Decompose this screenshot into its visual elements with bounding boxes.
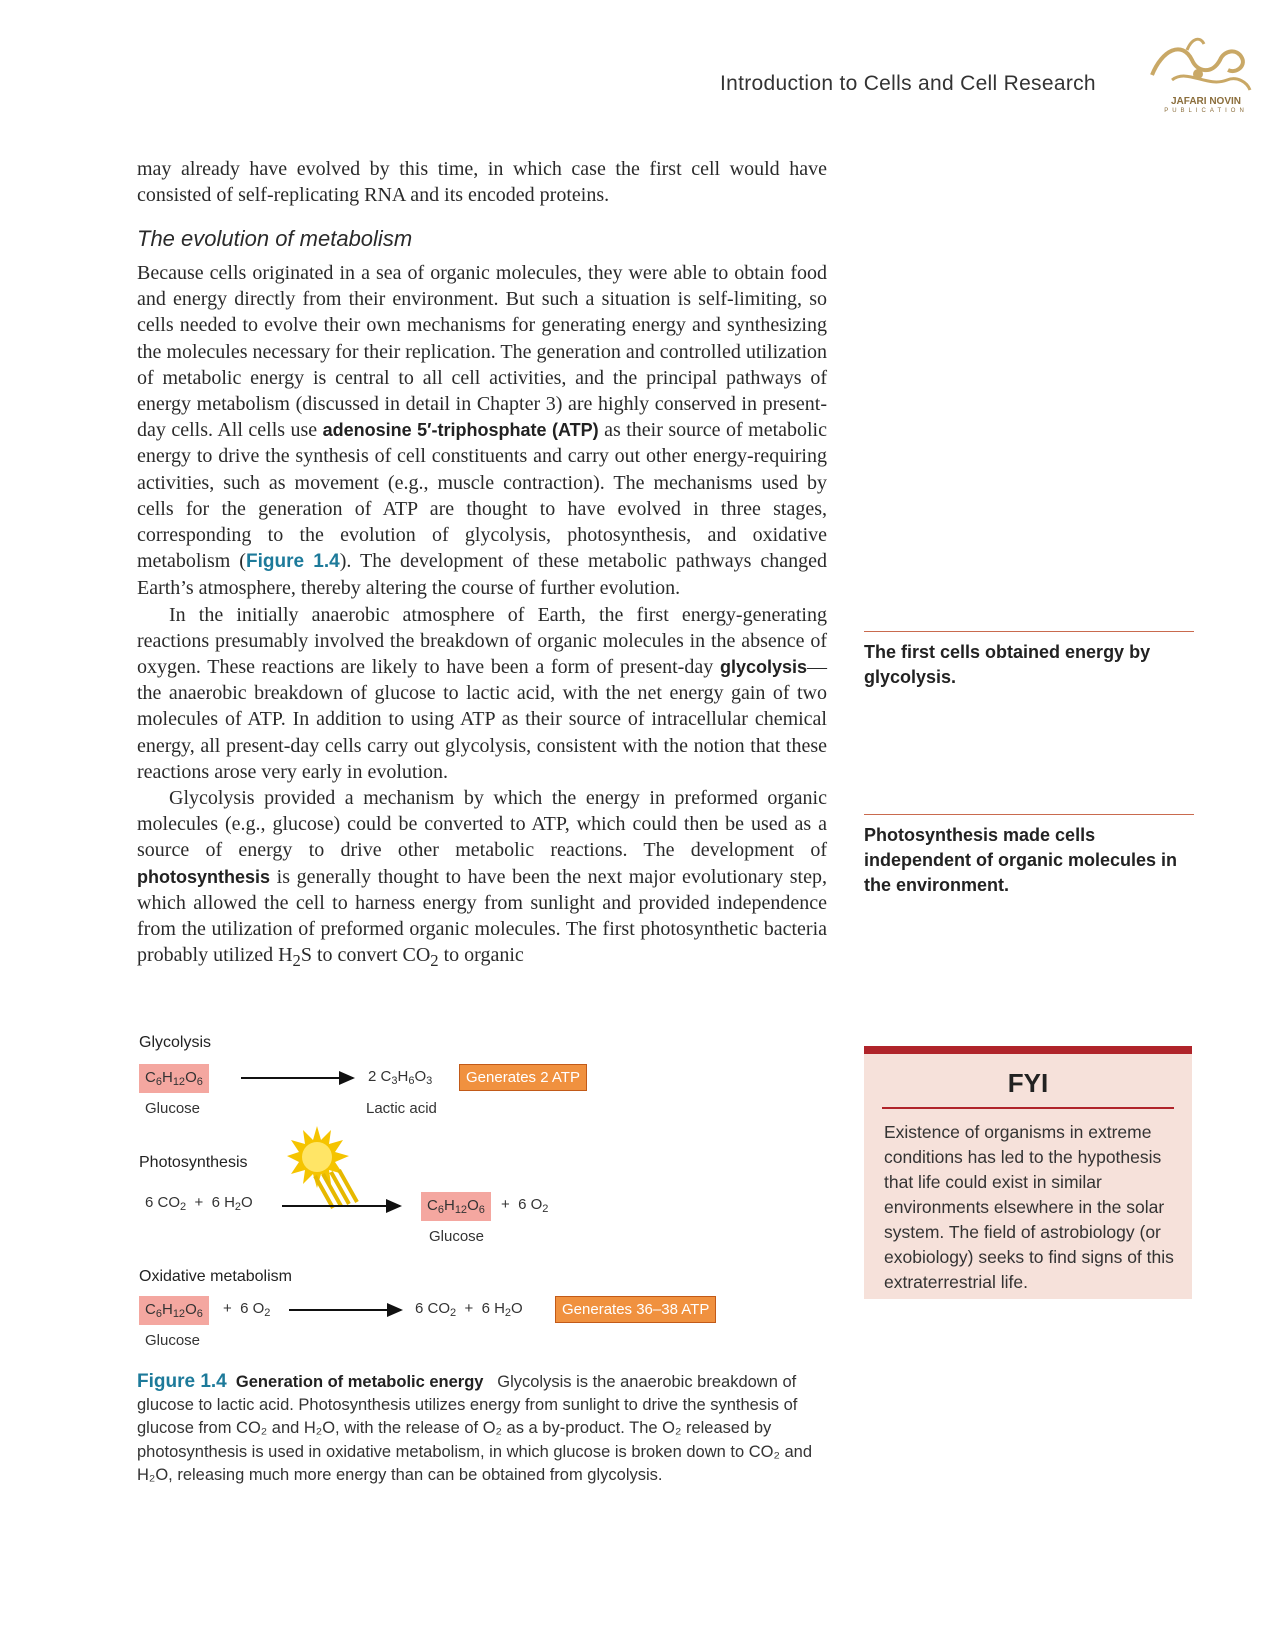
paragraph-2: [137, 602, 827, 785]
logo-ornament-icon: [1132, 30, 1262, 100]
glucose-formula: $C_6H_{12}O_6$: [421, 1192, 491, 1221]
oxygen-product: + 6 $O_2$: [501, 1196, 549, 1215]
arrow-icon: [282, 1205, 400, 1207]
glucose-label: Glucose: [145, 1332, 201, 1349]
caption-text: Glycolysis is the anaerobic breakdown of glucose to lactic acid. Photosynthesis utilizes energy from sunlight to drive the synthesis of glucose from CO₂ and H₂O, with the release of O₂ as a by-product. The O₂ released by photosynthesis is used in oxidative metabolism, in which glucose is broken down to CO₂ and H₂O, releasing much more energy than can be obtained from glycolysis.: [137, 1373, 813, 1484]
lactic-acid-label: Lactic acid: [366, 1100, 437, 1117]
caption-figure-number: Figure 1.4: [137, 1371, 227, 1392]
intro-paragraph: [137, 156, 827, 208]
glucose-formula: $C_6H_{12}O_6$: [139, 1064, 209, 1093]
glucose-label: Glucose: [429, 1228, 485, 1245]
figure-1-4: [137, 1030, 837, 1360]
key-term-atp: adenosine 5′-triphosphate (ATP): [322, 420, 599, 441]
atp-yield-badge: Generates 2 ATP: [459, 1064, 587, 1091]
lactic-acid-formula: 2 $C_3H_6O_3$: [368, 1068, 433, 1087]
margin-note-photosynthesis: Photosynthesis made cells independent of organic molecules in the environment.: [864, 814, 1194, 898]
key-term-glycolysis: glycolysis: [719, 657, 807, 678]
logo-name: JAFARI NOVIN: [1170, 96, 1241, 107]
section-heading: The evolution of metabolism: [137, 226, 413, 251]
atp-yield-badge: Generates 36–38 ATP: [555, 1296, 716, 1323]
glucose-formula: $C_6H_{12}O_6$: [139, 1296, 209, 1325]
photosynthesis-label: Photosynthesis: [139, 1154, 248, 1171]
para3-text-a: Glycolysis provided a mechanism by which the energy in preformed organic molecules (e.g., glucose) could be converted to ATP, which could then be used as a source of energy to drive other metabolic reactions. The development of: [137, 787, 827, 862]
paragraph-1: [137, 260, 827, 602]
oxygen-reactant: + 6 $O_2$: [223, 1300, 271, 1319]
logo-subtitle: PUBLICATION: [1164, 108, 1248, 114]
margin-note-glycolysis: The first cells obtained energy by glycolysis.: [864, 631, 1194, 690]
photosynthesis-reactants: 6 $CO_2 + 6$ $H_2O$: [145, 1194, 253, 1213]
sun-icon: [287, 1122, 367, 1212]
figure-caption: [137, 1370, 827, 1487]
main-body: [137, 260, 827, 974]
intro-text: may already have evolved by this time, in which case the first cell would have consisted of self-replicating RNA and its encoded proteins.: [137, 158, 827, 207]
arrow-icon: [289, 1309, 401, 1311]
figure-reference-link[interactable]: Figure 1.4: [245, 551, 340, 573]
fyi-divider: [882, 1107, 1174, 1109]
running-header: Introduction to Cells and Cell Research: [720, 72, 1096, 95]
paragraph-3: [137, 785, 827, 974]
fyi-box: [864, 1046, 1192, 1299]
para1-text-c: ). The development of these metabolic pathways changed Earth’s atmosphere, thereby altering the course of further evolution.: [137, 550, 828, 600]
glycolysis-label: Glycolysis: [139, 1034, 212, 1051]
subscript: 2: [430, 951, 439, 971]
para1-text-a: Because cells originated in a sea of organic molecules, they were able to obtain food and energy directly from their environment. But such a situation is self-limiting, so cells needed to evolve their own mechanisms for generating energy and synthesizing the molecules necessary for their replication. The generation and controlled utilization of metabolic energy is central to all cell activities, and the principal pathways of energy metabolism (discussed in detail in Chapter 3) are highly conserved in present-day cells. All cells use: [137, 262, 827, 442]
para2-text-a: In the initially anaerobic atmosphere of Earth, the first energy-generating reactions presumably involved the breakdown of organic molecules in the absence of oxygen. These reactions are likely to have been a form of present-day: [137, 603, 827, 679]
caption-title: Generation of metabolic energy: [235, 1373, 484, 1391]
para3-text-b: is generally thought to have been the next major evolutionary step, which allowed the cell to harness energy from sunlight and provided independence from the utilization of preformed organic molecules. The first photosynthetic bacteria probably utilized H: [137, 865, 827, 967]
key-term-photosynthesis: photosynthesis: [137, 866, 271, 887]
oxidative-products: 6 $CO_2 + 6$ $H_2O$: [415, 1300, 523, 1319]
glucose-label: Glucose: [145, 1100, 201, 1117]
para3-text-c: S to convert CO: [300, 944, 431, 967]
fyi-title: FYI: [1007, 1068, 1049, 1098]
arrow-icon: [241, 1077, 353, 1079]
fyi-text: Existence of organisms in extreme conditions has led to the hypothesis that life could exist in similar environments elsewhere in the solar system. The field of astrobiology (or exobiology) seeks to find signs of this extraterrestrial life.: [884, 1122, 1174, 1292]
para2-text-b: —the anaerobic breakdown of glucose to lactic acid, with the net energy gain of two molecules of ATP. In addition to using ATP as their source of intracellular chemical energy, all present-day cells carry out glycolysis, consistent with the notion that these reactions arose very early in evolution.: [137, 656, 827, 783]
publisher-logo: [1132, 30, 1262, 120]
para3-text-d: to organic: [438, 944, 524, 967]
para1-text-b: as their source of metabolic energy to drive the synthesis of cell constituents and carry out other energy-requiring activities, such as movement (e.g., muscle contraction). The mechanisms used by cells for the generation of ATP are thought to have evolved in three stages, corresponding to the evolution of glycolysis, photosynthesis, and oxidative metabolism (: [137, 419, 827, 573]
subscript: 2: [292, 951, 301, 971]
oxidative-metabolism-label: Oxidative metabolism: [139, 1268, 292, 1285]
